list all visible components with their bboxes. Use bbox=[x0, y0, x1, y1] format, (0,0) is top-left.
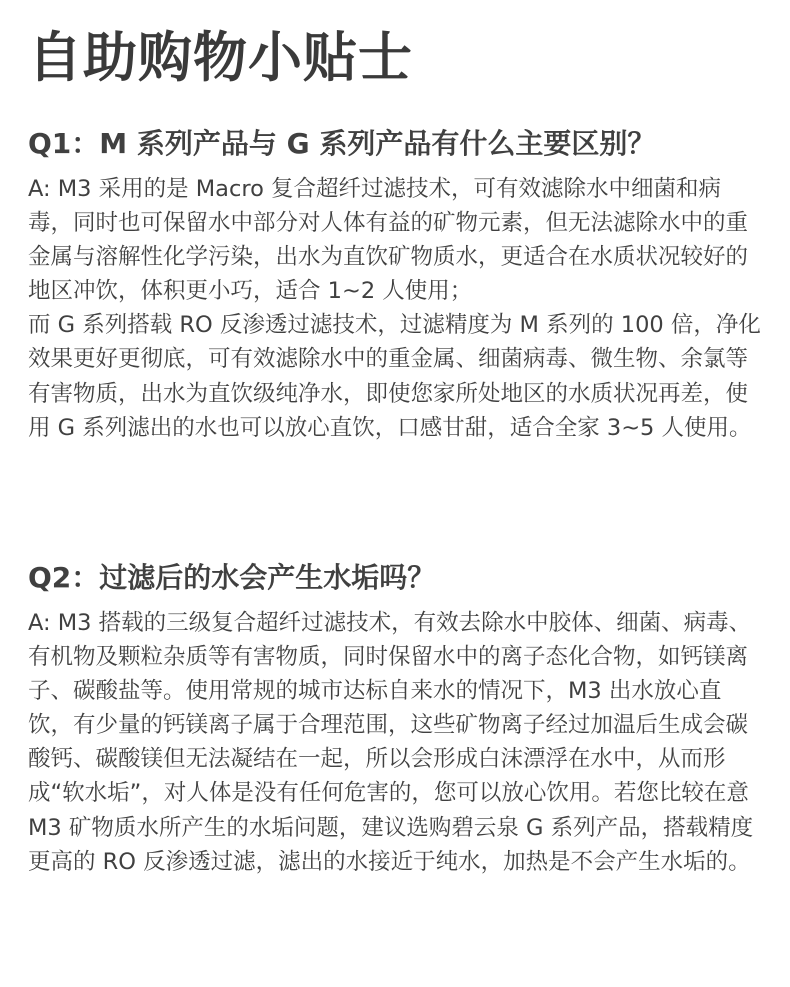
faq-answer-q2-paragraph-1: A: M3 搭载的三级复合超纤过滤技术，有效去除水中胶体、细菌、病毒、有机物及颗粒杂质等有害物质，同时保留水中的离子态化合物，如钙镁离子、碳酸盐等。使用常规的城市达标自来水的情况下，M3 出水放心直饮，有少量的钙镁离子属于合理范围，这些矿物离子经过加温后生成会碳酸钙、碳酸镁但无法凝结在一起，所以会形成白沫漂浮在水中，从而形成“软水垢”，对人体是没有任何危害的，您可以放心饮用。若您比较在意 M3 矿物质水所产生的水垢问题，建议选购碧云泉 G 系列产品，搭载精度更高的 RO 反渗透过滤，滤出的水接近于纯水，加热是不会产生水垢的。 bbox=[28, 610, 754, 875]
faq-answer-q1-paragraph-2: 而 G 系列搭载 RO 反渗透过滤技术，过滤精度为 M 系列的 100 倍，净化效果更好更彻底，可有效滤除水中的重金属、细菌病毒、微生物、余氯等有害物质，出水为直饮级纯净水，即使您家所处地区的水质状况再差，使用 G 系列滤出的水也可以放心直饮，口感甘甜，适合全家 3~5 人使用。 bbox=[28, 312, 761, 441]
page-title: 自助购物小贴士 bbox=[28, 26, 413, 89]
faq-item-q1 bbox=[28, 126, 762, 445]
faq-item-q2 bbox=[28, 560, 762, 879]
faq-answer-q1 bbox=[28, 172, 762, 445]
faq-question-q2: Q2：过滤后的水会产生水垢吗？ bbox=[28, 561, 436, 594]
faq-answer-q1-paragraph-1: A: M3 采用的是 Macro 复合超纤过滤技术，可有效滤除水中细菌和病毒，同时也可保留水中部分对人体有益的矿物元素，但无法滤除水中的重金属与溶解性化学污染，出水为直饮矿物质水，更适合在水质状况较好的地区冲饮，体积更小巧，适合 1~2 人使用； bbox=[28, 176, 749, 305]
faq-answer-q2 bbox=[28, 606, 762, 879]
faq-question-q1: Q1：M 系列产品与 G 系列产品有什么主要区别？ bbox=[28, 127, 656, 160]
